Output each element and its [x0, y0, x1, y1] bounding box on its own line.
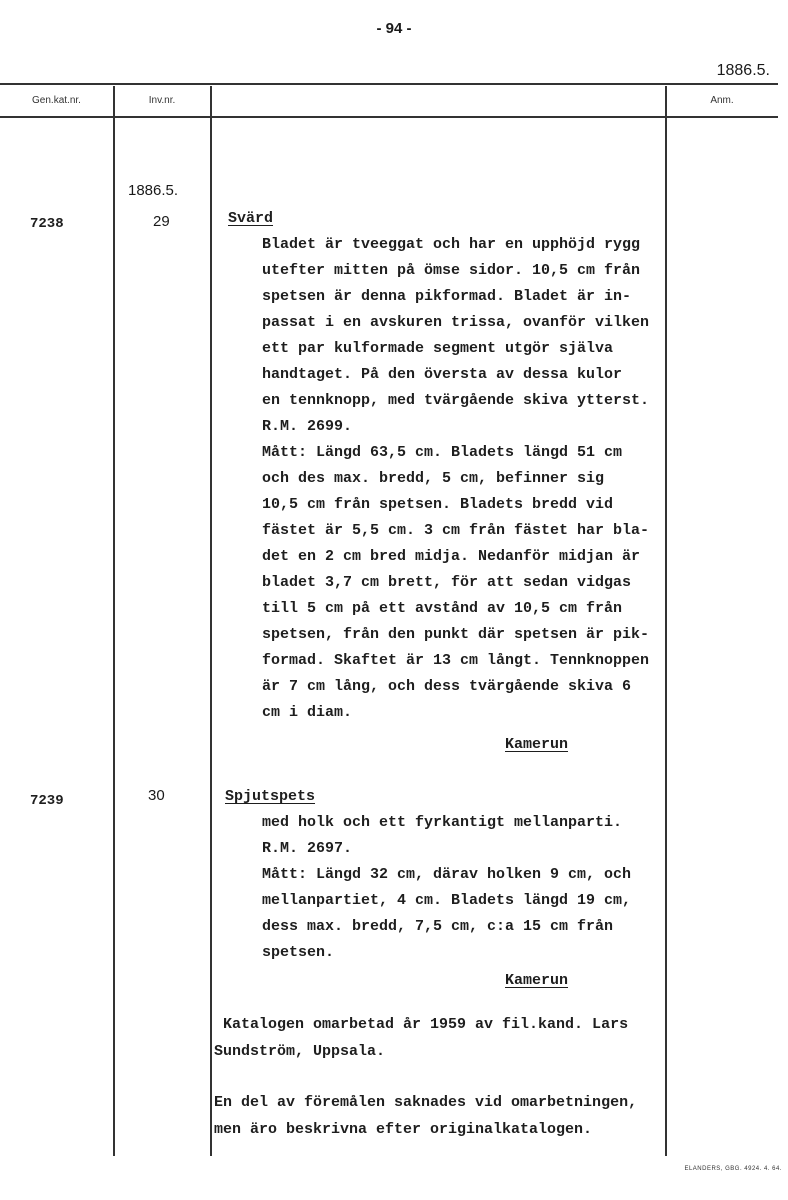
inv-nr: 30	[148, 787, 165, 804]
description-line: passat i en avskuren trissa, ovanför vilken	[262, 314, 650, 331]
description-line: spetsen.	[262, 944, 335, 961]
description-line: spetsen, från den punkt där spetsen är pik-	[262, 626, 650, 643]
column-divider	[210, 86, 212, 1156]
year-reference: 1886.5.	[716, 62, 770, 79]
description-line: Bladet är tveeggat och har en upphöjd rygg	[262, 236, 641, 253]
table-top-rule	[0, 83, 778, 85]
entry-description	[262, 232, 649, 726]
description-line: R.M. 2699.	[262, 418, 353, 435]
gen-kat-nr: 7239	[30, 793, 64, 809]
entry-description	[262, 810, 631, 966]
note-line: En del av föremålen saknades vid omarbetningen,	[214, 1094, 638, 1111]
description-line: det en 2 cm bred midja. Nedanför midjan är	[262, 548, 641, 565]
page-number: - 94 -	[376, 20, 412, 37]
table-header-rule	[0, 116, 778, 118]
entry-title: Spjutspets	[225, 788, 316, 805]
entry-title: Svärd	[228, 210, 274, 227]
printer-imprint: ELANDERS, GBG. 4924. 4. 64.	[684, 1166, 782, 1172]
description-line: cm i diam.	[262, 704, 353, 721]
column-header-anm: Anm.	[710, 95, 734, 106]
description-line: bladet 3,7 cm brett, för att sedan vidgas	[262, 574, 632, 591]
entry-origin: Kamerun	[505, 736, 569, 753]
description-line: Mått: Längd 32 cm, därav holken 9 cm, och	[262, 866, 632, 883]
description-line: 10,5 cm från spetsen. Bladets bredd vid	[262, 496, 614, 513]
inv-nr: 29	[153, 213, 170, 230]
description-line: dess max. bredd, 7,5 cm, c:a 15 cm från	[262, 918, 614, 935]
description-line: en tennknopp, med tvärgående skiva ytterst.	[262, 392, 650, 409]
column-header-inv-nr: Inv.nr.	[148, 95, 176, 106]
description-line: handtaget. På den översta av dessa kulor	[262, 366, 623, 383]
description-line: R.M. 2697.	[262, 840, 353, 857]
description-line: spetsen är denna pikformad. Bladet är in-	[262, 288, 632, 305]
note-line: Sundström, Uppsala.	[214, 1043, 386, 1060]
gen-kat-nr: 7238	[30, 216, 64, 232]
description-line: med holk och ett fyrkantigt mellanparti.	[262, 814, 623, 831]
description-line: till 5 cm på ett avstånd av 10,5 cm från	[262, 600, 623, 617]
description-line: mellanpartiet, 4 cm. Bladets längd 19 cm,	[262, 892, 632, 909]
column-divider	[665, 86, 667, 1156]
column-divider	[113, 86, 115, 1156]
note-line: men äro beskrivna efter originalkatalogen.	[214, 1121, 593, 1138]
description-line: är 7 cm lång, och dess tvärgående skiva 6	[262, 678, 632, 695]
group-year: 1886.5.	[128, 182, 179, 199]
description-line: Mått: Längd 63,5 cm. Bladets längd 51 cm	[262, 444, 623, 461]
note-line: Katalogen omarbetad år 1959 av fil.kand. Lars	[214, 1016, 629, 1033]
description-line: utefter mitten på ömse sidor. 10,5 cm från	[262, 262, 641, 279]
description-line: formad. Skaftet är 13 cm långt. Tennknoppen	[262, 652, 650, 669]
description-line: ett par kulformade segment utgör själva	[262, 340, 614, 357]
description-line: fästet är 5,5 cm. 3 cm från fästet har bla-	[262, 522, 650, 539]
description-line: och des max. bredd, 5 cm, befinner sig	[262, 470, 605, 487]
column-header-gen-kat-nr: Gen.kat.nr.	[32, 95, 81, 106]
entry-origin: Kamerun	[505, 972, 569, 989]
